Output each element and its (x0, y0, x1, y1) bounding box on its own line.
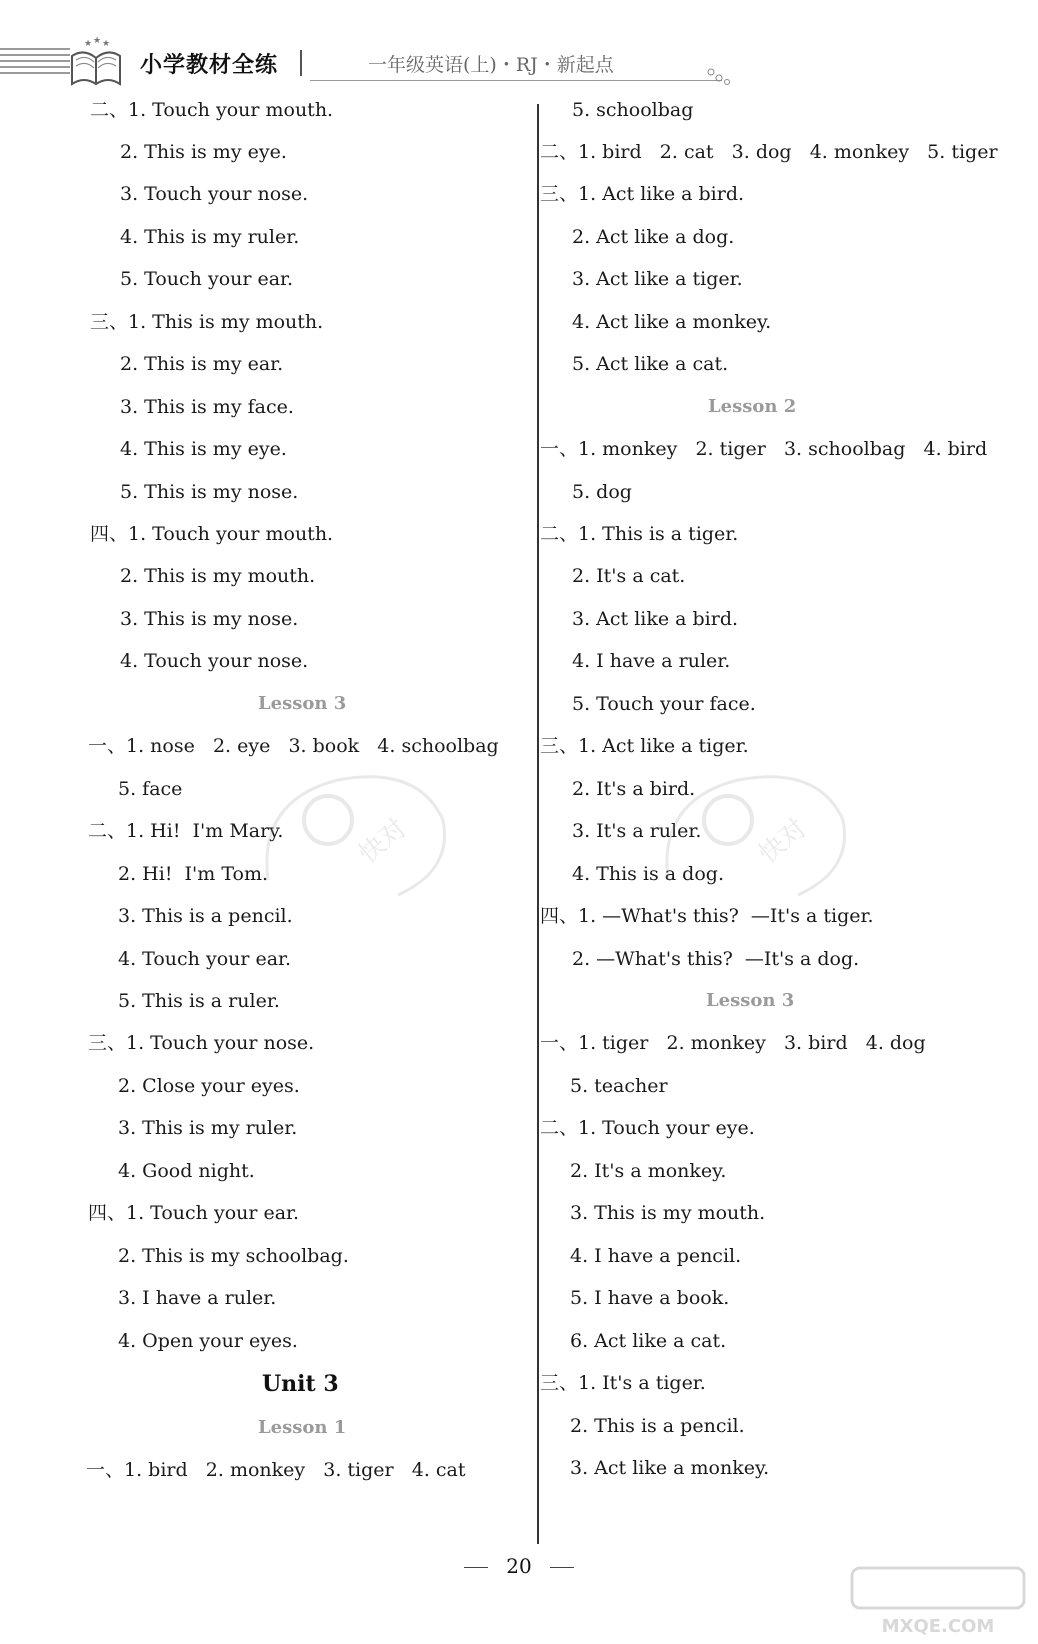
answer-line: 5. Touch your ear. (120, 268, 294, 290)
header-rule (0, 60, 70, 62)
answer-line: 2. Act like a dog. (572, 226, 735, 248)
answer-line: 5. This is my nose. (120, 481, 299, 503)
corner-logo-text: MXQE.COM (881, 1616, 995, 1637)
answer-line: 3. It's a ruler. (572, 820, 702, 842)
answer-line: 4. Act like a monkey. (572, 311, 772, 333)
answer-line: 2. It's a cat. (572, 565, 686, 587)
answer-line: 4. Touch your ear. (118, 948, 292, 970)
answer-line: 4. Open your eyes. (118, 1330, 298, 1352)
answer-line: 3. Act like a monkey. (570, 1457, 770, 1479)
answer-line: 4. This is my eye. (120, 438, 287, 460)
answer-line: 三、1. This is my mouth. (90, 311, 324, 333)
answer-line: 2. This is a pencil. (570, 1415, 745, 1437)
answer-line: 3. Act like a bird. (572, 608, 739, 630)
page-number-dash (464, 1567, 488, 1568)
answer-line: 3. I have a ruler. (118, 1287, 277, 1309)
answer-line: 4. Good night. (118, 1160, 255, 1182)
answer-line: 二、1. Touch your eye. (540, 1117, 755, 1139)
header-subtitle: 一年级英语(上)・RJ・新起点 (368, 54, 614, 76)
watermark-text: 快对 (753, 813, 813, 870)
header-rule (0, 48, 70, 50)
answer-line: 三、1. Act like a tiger. (540, 735, 749, 757)
answer-line: 二、1. This is a tiger. (540, 523, 739, 545)
answer-line: 2. —What's this? —It's a dog. (572, 948, 860, 970)
answer-line: 三、1. Act like a bird. (540, 183, 745, 205)
answer-line: 二、1. Hi! I'm Mary. (88, 820, 284, 842)
page-header (0, 36, 740, 96)
answer-line: 4. I have a ruler. (572, 650, 731, 672)
answer-line: 5. schoolbag (572, 99, 694, 121)
answer-line: 2. Close your eyes. (118, 1075, 300, 1097)
answer-line: 4. This is my ruler. (120, 226, 300, 248)
answer-line: 6. Act like a cat. (570, 1330, 727, 1352)
answer-line: 2. Hi! I'm Tom. (118, 863, 269, 885)
answer-line: 5. Touch your face. (572, 693, 756, 715)
corner-site-logo (848, 1564, 1028, 1638)
watermark-logo (248, 760, 458, 910)
answer-line: 5. face (118, 778, 183, 800)
lesson-heading: Lesson 3 (258, 693, 347, 714)
answer-line: 5. Act like a cat. (572, 353, 729, 375)
answer-line: 3. This is my face. (120, 396, 294, 418)
svg-text:★: ★ (93, 36, 102, 46)
header-rule (0, 54, 70, 56)
brand-title: 小学教材全练 (140, 53, 279, 78)
lesson-heading: Lesson 2 (708, 396, 797, 417)
answer-line: 3. This is my mouth. (570, 1202, 766, 1224)
header-separator (300, 50, 302, 76)
lesson-heading: Lesson 3 (706, 990, 795, 1011)
answer-line: 2. This is my schoolbag. (118, 1245, 349, 1267)
answer-line: 5. dog (572, 481, 632, 503)
answer-line: 一、1. bird 2. monkey 3. tiger 4. cat (86, 1459, 466, 1481)
watermark-logo (648, 760, 858, 910)
answer-line: 3. This is my ruler. (118, 1117, 298, 1139)
answer-line: 3. This is my nose. (120, 608, 299, 630)
answer-line: 四、1. Touch your ear. (88, 1202, 300, 1224)
open-book-icon (66, 36, 126, 88)
answer-line: 二、1. bird 2. cat 3. dog 4. monkey 5. tiger (540, 141, 998, 163)
answer-line: 2. This is my ear. (120, 353, 284, 375)
answer-line: 4. This is a dog. (572, 863, 724, 885)
header-underline (310, 80, 722, 81)
answer-line: 2. This is my mouth. (120, 565, 316, 587)
answer-line: 2. This is my eye. (120, 141, 287, 163)
answer-line: 一、1. tiger 2. monkey 3. bird 4. dog (540, 1032, 926, 1054)
answer-line: 5. teacher (570, 1075, 668, 1097)
unit-heading: Unit 3 (262, 1371, 339, 1397)
header-rule (0, 72, 70, 74)
answer-line: 2. It's a bird. (572, 778, 696, 800)
answer-line: 4. I have a pencil. (570, 1245, 742, 1267)
answer-line: 5. This is a ruler. (118, 990, 280, 1012)
answer-line: 二、1. Touch your mouth. (90, 99, 334, 121)
page-number-value: 20 (506, 1554, 532, 1578)
watermark-text: 快对 (353, 813, 413, 870)
answer-line: 3. Touch your nose. (120, 183, 309, 205)
page-number-dash (550, 1567, 574, 1568)
answer-line: 3. Act like a tiger. (572, 268, 743, 290)
header-rule (0, 66, 70, 68)
answer-line: 3. This is a pencil. (118, 905, 293, 927)
column-divider (537, 104, 539, 1544)
answer-line: 四、1. Touch your mouth. (90, 523, 334, 545)
answer-line: 一、1. nose 2. eye 3. book 4. schoolbag (88, 735, 499, 757)
answer-line: 一、1. monkey 2. tiger 3. schoolbag 4. bird (540, 438, 988, 460)
svg-text:★: ★ (84, 39, 93, 49)
answer-line: 2. It's a monkey. (570, 1160, 727, 1182)
lesson-heading: Lesson 1 (258, 1417, 347, 1438)
svg-text:★: ★ (102, 39, 111, 49)
answer-line: 5. I have a book. (570, 1287, 730, 1309)
answer-line: 三、1. Touch your nose. (88, 1032, 315, 1054)
decorative-dots-icon (706, 66, 732, 86)
answer-line: 三、1. It's a tiger. (540, 1372, 706, 1394)
answer-line: 四、1. —What's this? —It's a tiger. (540, 905, 874, 927)
answer-line: 4. Touch your nose. (120, 650, 309, 672)
